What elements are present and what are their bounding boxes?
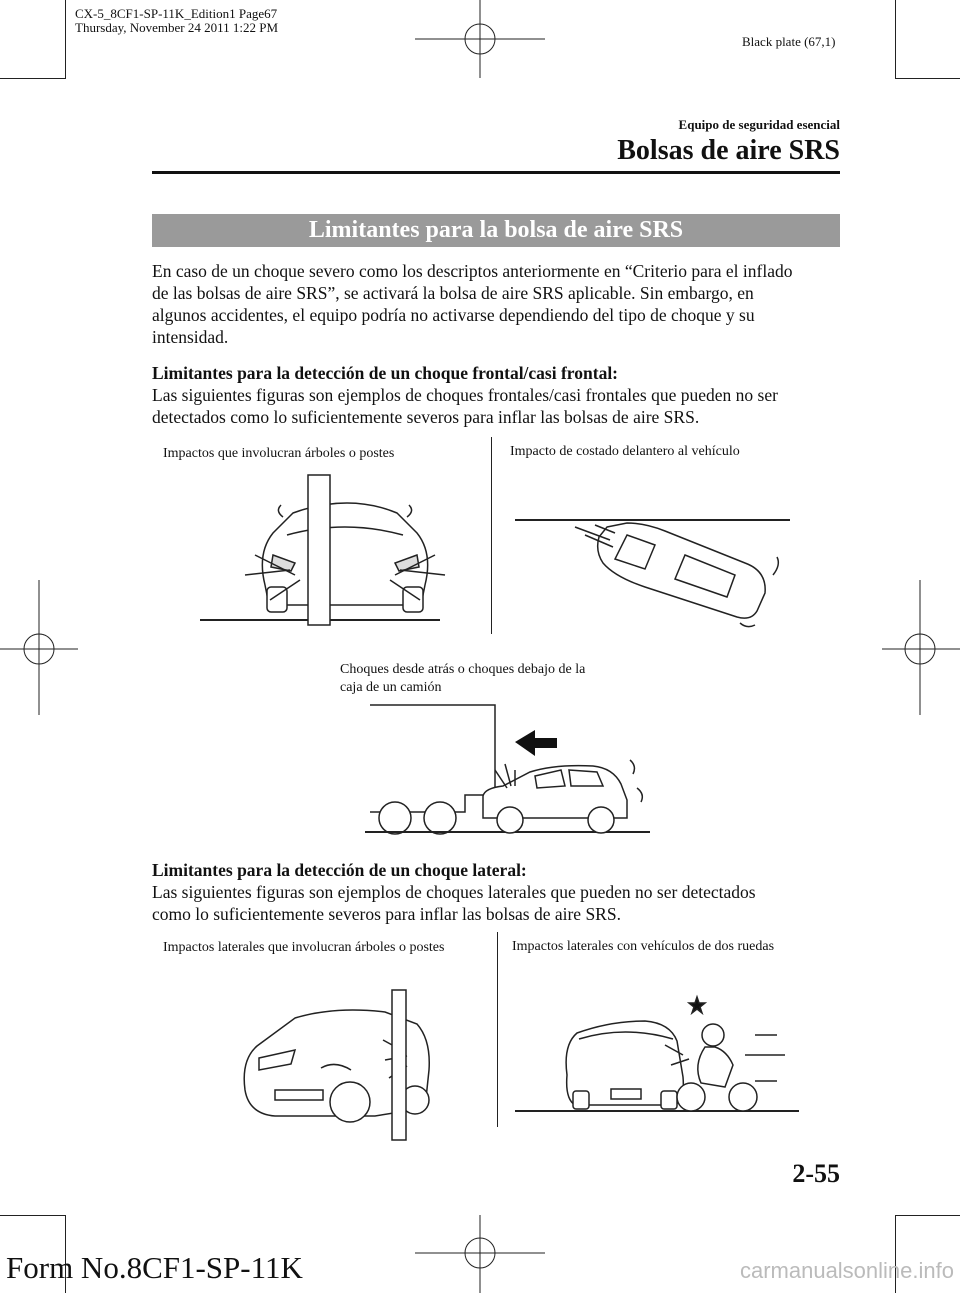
intro-line: En caso de un choque severo como los descriptos anteriormente en “Criterio para el inflado — [152, 261, 793, 281]
lateral-text-line: Las siguientes figuras son ejemplos de choques laterales que pueden no ser detectados — [152, 882, 756, 902]
running-section: Equipo de seguridad esencial — [678, 117, 840, 132]
figure-divider — [491, 437, 492, 634]
frontal-text — [152, 384, 852, 428]
frontal-text-line: Las siguientes figuras son ejemplos de choques frontales/casi frontales que pueden no ser — [152, 385, 778, 405]
fig-pole-front-illustration — [195, 475, 455, 635]
fig5-caption: Impactos laterales con vehículos de dos ruedas — [512, 939, 775, 954]
fig3-caption-line: caja de un camión — [340, 680, 442, 695]
section-title: Limitantes para la bolsa de aire SRS — [308, 217, 684, 243]
fig-side-pole-illustration — [235, 990, 445, 1140]
frontal-heading: Limitantes para la detección de un choque frontal/casi frontal: — [152, 363, 619, 383]
figure-divider-2 — [497, 932, 498, 1127]
intro-line: intensidad. — [152, 327, 229, 347]
form-number: Form No.8CF1-SP-11K — [6, 1250, 303, 1285]
frontal-text-line: detectados como lo suficientemente severos para inflar las bolsas de aire SRS. — [152, 407, 700, 427]
fig3-caption — [340, 661, 585, 697]
print-plate: Black plate (67,1) — [742, 34, 836, 49]
intro-paragraph — [152, 260, 852, 348]
intro-line: de las bolsas de aire SRS”, se activará la bolsa de aire SRS aplicable. Sin embargo, en — [152, 283, 754, 303]
fig2-caption: Impacto de costado delantero al vehículo — [510, 444, 740, 459]
print-file-line: CX-5_8CF1-SP-11K_Edition1 Page67 — [75, 6, 278, 21]
intro-line: algunos accidentes, el equipo podría no activarse dependiendo del tipo de choque y su — [152, 305, 755, 325]
fig-side-front-illustration — [515, 505, 805, 635]
fig3-caption-line: Choques desde atrás o choques debajo de la — [340, 662, 586, 677]
watermark: carmanualsonline.info — [739, 1258, 954, 1283]
lateral-text-line: como lo suficientemente severos para inflar las bolsas de aire SRS. — [152, 904, 621, 924]
fig4-caption: Impactos laterales que involucran árboles o postes — [163, 940, 445, 955]
fig1-caption: Impactos que involucran árboles o postes — [163, 446, 395, 461]
running-chapter: Bolsas de aire SRS — [617, 135, 840, 166]
lateral-text — [152, 881, 852, 925]
fig-motorcycle-illustration — [515, 995, 805, 1125]
section-title-bar — [152, 214, 840, 247]
page-number: 2-55 — [792, 1159, 840, 1188]
fig-underride-illustration — [365, 700, 655, 840]
lateral-heading: Limitantes para la detección de un choque lateral: — [152, 860, 527, 880]
print-date-line: Thursday, November 24 2011 1:22 PM — [75, 20, 279, 35]
header-rule — [152, 171, 840, 174]
